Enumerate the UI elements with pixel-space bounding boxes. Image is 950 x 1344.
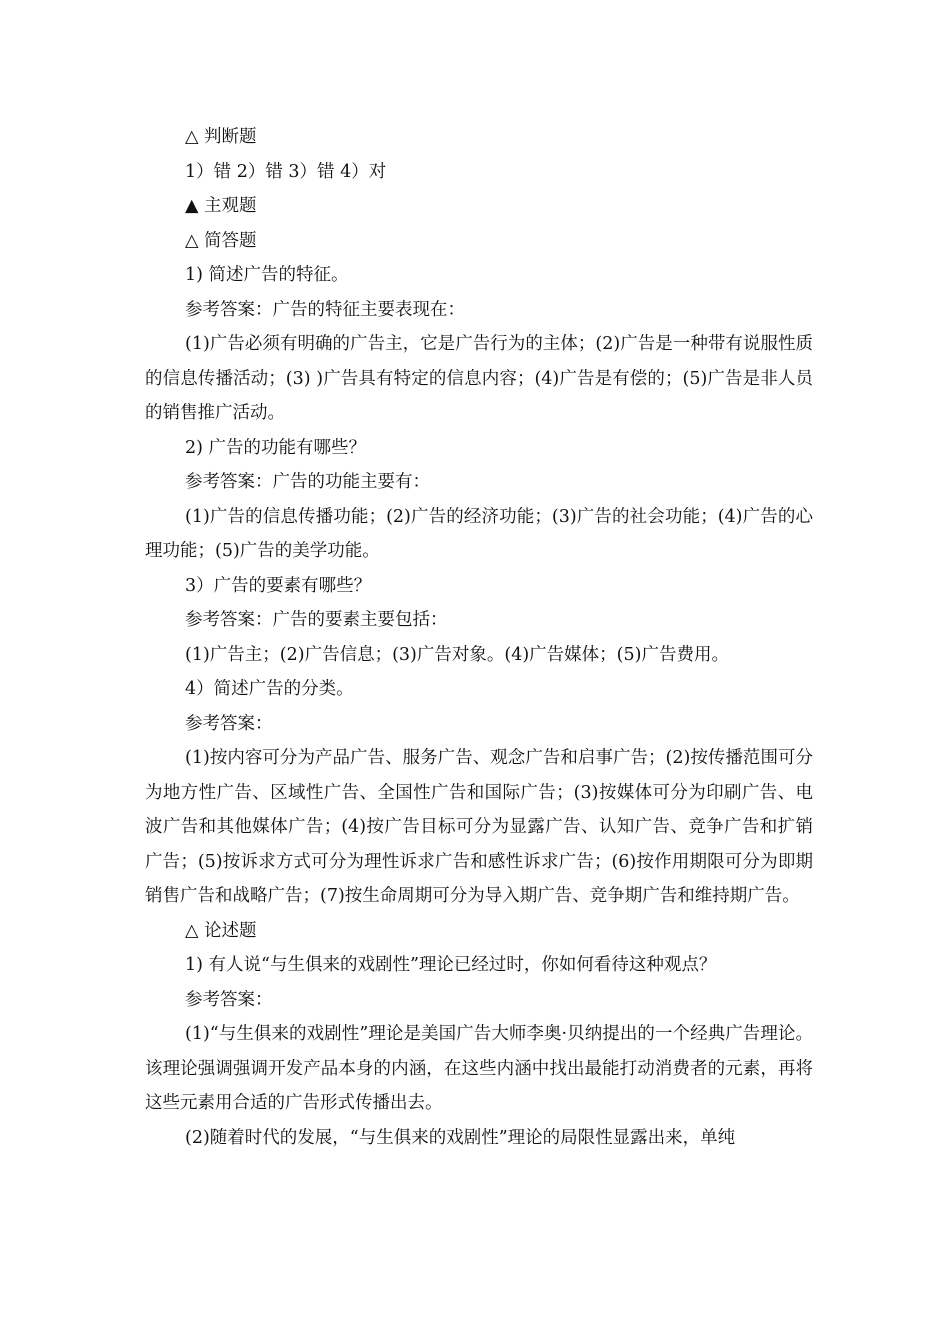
short-q4-answer-text: (1)按内容可分为产品广告、服务广告、观念广告和启事广告；(2)按传播范围可分为地方性广告、区域性广告、全国性广告和国际广告；(3)按媒体可分为印刷广告、电波广告和其他媒体广告；(4)按广告目标可分为显露广告、认知广告、竞争广告和扩销广告；(5)按诉求方式可分为理性诉求广告和感性诉求广告；(6)按作用期限可分为即期销售广告和战略广告；(7)按生命周期可分为导入期广告、竞争期广告和维持期广告。 — [145, 748, 813, 906]
short-q4-question: 4）简述广告的分类。 — [185, 679, 354, 699]
short-q3-question: 3）广告的要素有哪些？ — [185, 575, 372, 596]
essay-q1-answer-p1-text: (1)“与生俱来的戏剧性”理论是美国广告大师李奥·贝纳提出的一个经典广告理论。该理论强调强调开发产品本身的内涵，在这些内涵中找出最能打动消费者的元素，再将这些元素用合适的广告形式传播出去。 — [145, 1024, 813, 1113]
essay-q1-answer-p2-text: (2)随着时代的发展，“与生俱来的戏剧性”理论的局限性显露出来，单纯 — [185, 1127, 736, 1148]
short-q3-answer-label: 参考答案：广告的要素主要包括： — [185, 610, 448, 630]
judgment-heading: △ 判断题 — [185, 127, 257, 147]
short-q2-question: 2) 广告的功能有哪些？ — [185, 437, 367, 458]
essay-q1-answer-label: 参考答案： — [185, 989, 273, 1010]
document-page — [145, 120, 813, 1155]
short-q2-answer — [145, 500, 813, 569]
essay-q1-question: 1) 有人说“与生俱来的戏剧性”理论已经过时，你如何看待这种观点？ — [185, 955, 717, 975]
short-q2-answer-label: 参考答案：广告的功能主要有： — [185, 472, 430, 492]
short-q1-answer-text: (1)广告必须有明确的广告主，它是广告行为的主体；(2)广告是一种带有说服性质的信息传播活动；(3) )广告具有特定的信息内容；(4)广告是有偿的；(5)广告是非人员的销售推广活动。 — [145, 334, 813, 423]
short-q3-answer-text: (1)广告主；(2)广告信息；(3)广告对象。(4)广告媒体；(5)广告费用。 — [185, 644, 729, 665]
short-q2-answer-text: (1)广告的信息传播功能；(2)广告的经济功能；(3)广告的社会功能；(4)广告的心理功能；(5)广告的美学功能。 — [145, 506, 813, 561]
subjective-heading: ▲ 主观题 — [185, 196, 257, 216]
essay-q1-answer-p1 — [145, 1017, 813, 1121]
short-q4-answer — [145, 741, 813, 914]
short-q3-answer — [145, 638, 813, 673]
short-q1-answer — [145, 327, 813, 431]
short-q4-answer-label: 参考答案： — [185, 713, 273, 734]
short-q1-answer-label: 参考答案：广告的特征主要表现在： — [185, 299, 465, 320]
short-answer-heading: △ 简答题 — [185, 230, 257, 251]
essay-q1-answer-p2 — [145, 1121, 813, 1156]
essay-heading: △ 论述题 — [185, 920, 257, 941]
short-q1-question: 1) 简述广告的特征。 — [185, 265, 349, 285]
judgment-answers: 1）错 2）错 3）错 4）对 — [185, 161, 387, 182]
